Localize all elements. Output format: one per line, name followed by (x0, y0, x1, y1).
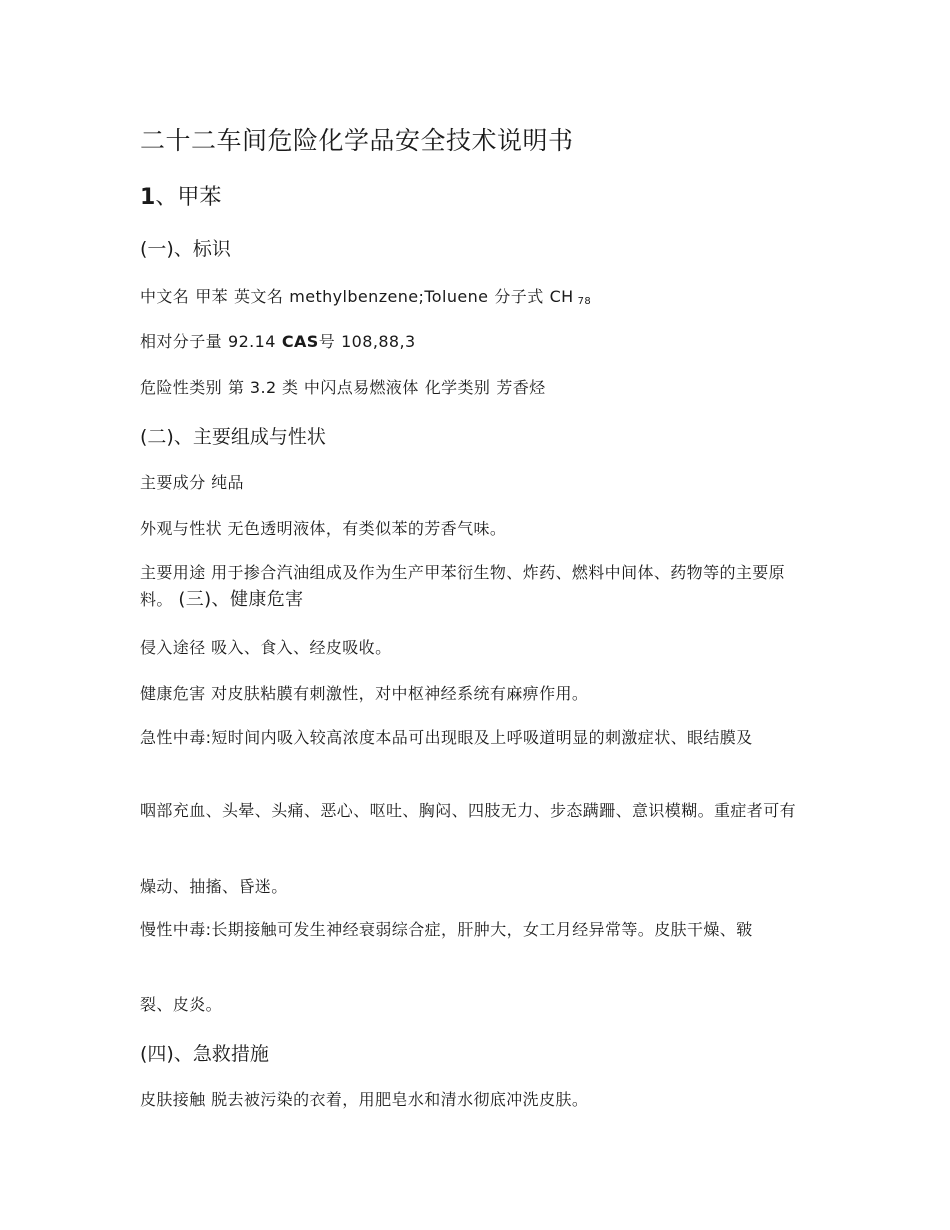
identification-hazard-line (140, 375, 546, 398)
en-name-value: methylbenzene;Toluene (289, 287, 489, 306)
cas-value: 108,88,3 (341, 332, 416, 351)
health-hazard-line: 健康危害 对皮肤粘膜有刺激性，对中枢神经系统有麻痹作用。 (140, 684, 589, 703)
skin-contact-line: 皮肤接触 脱去被污染的衣着，用肥皂水和清水彻底冲洗皮肤。 (140, 1090, 589, 1109)
mw-label: 相对分子量 (140, 332, 223, 351)
cas-suffix: 号 (318, 332, 336, 351)
section-number: 1 (140, 185, 156, 210)
hazard-value: 第 3.2 类 中闪点易燃液体 (228, 378, 419, 397)
chronic-line-2: 裂、皮炎。 (140, 995, 223, 1014)
formula-value: CH (549, 287, 574, 306)
section-name: 、甲苯 (155, 185, 222, 210)
acute-line-3: 燥动、抽搐、昏迷。 (140, 877, 288, 896)
route-line: 侵入途径 吸入、食入、经皮吸收。 (140, 638, 392, 657)
acute-line-1: 急性中毒:短时间内吸入较高浓度本品可出现眼及上呼吸道明显的刺激症状、眼结膜及 (140, 728, 753, 747)
health-heading: (三)、健康危害 (178, 589, 304, 610)
identification-mw-line (140, 329, 416, 352)
hazard-label: 危险性类别 (140, 378, 223, 397)
appearance-line: 外观与性状 无色透明液体，有类似苯的芳香气味。 (140, 519, 507, 538)
chronic-line-1: 慢性中毒:长期接触可发生神经衰弱综合症，肝肿大，女工月经异常等。皮肤干燥、皲 (140, 920, 753, 939)
identification-heading: (一)、标识 (140, 238, 231, 260)
chem-class-label: 化学类别 (424, 378, 491, 397)
section-heading (140, 180, 221, 211)
first-aid-heading: (四)、急救措施 (140, 1043, 269, 1065)
cn-name-value: 甲苯 (195, 287, 229, 306)
formula-label: 分子式 (494, 287, 544, 306)
composition-heading: (二)、主要组成与性状 (140, 426, 326, 448)
acute-line-2: 咽部充血、头晕、头痛、恶心、呕吐、胸闷、四肢无力、步态蹒跚、意识模糊。重症者可有 (140, 801, 797, 820)
document-title: 二十二车间危险化学品安全技术说明书 (140, 126, 574, 155)
formula-subscript: 78 (577, 296, 592, 307)
identification-names-line (140, 284, 591, 307)
usage-text: 主要用途 用于掺合汽油组成及作为生产甲苯衍生物、炸药、燃料中间体、药物等的主要原料。 (140, 563, 786, 609)
chem-class-value: 芳香烃 (496, 378, 546, 397)
cn-name-label: 中文名 (140, 287, 190, 306)
mw-value: 92.14 (228, 332, 276, 351)
en-name-label: 英文名 (234, 287, 284, 306)
usage-paragraph (140, 559, 810, 613)
cas-label: CAS (281, 332, 319, 351)
main-component-line: 主要成分 纯品 (140, 473, 244, 492)
